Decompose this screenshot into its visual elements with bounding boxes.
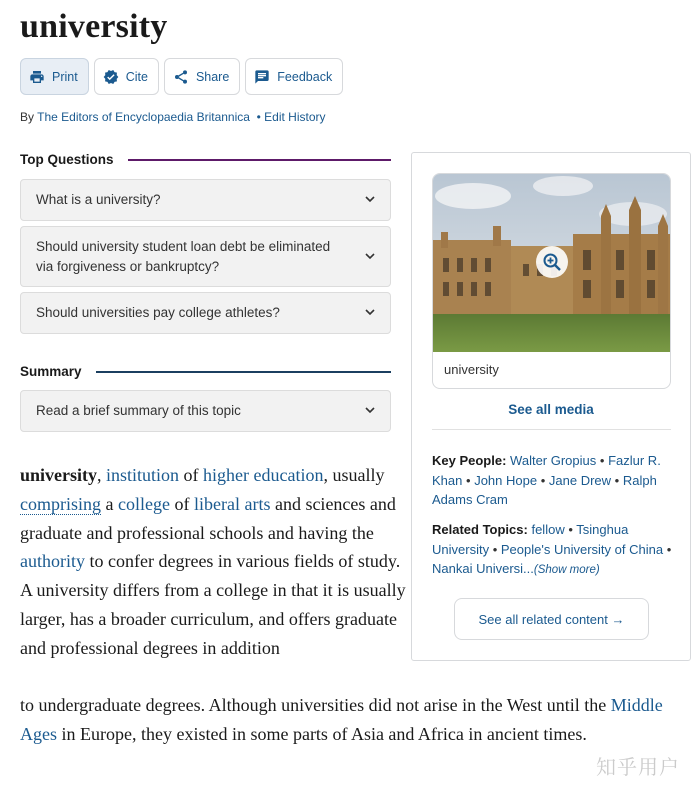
chevron-down-icon [364, 250, 376, 262]
key-people: Key People: Walter Gropius • Fazlur R. Khan • John Hope • Jane Drew • Ralph Adams Cram [432, 453, 661, 507]
related-topic-link[interactable]: Tsinghua University [432, 522, 629, 557]
media-card[interactable] [432, 173, 671, 389]
question-text: Should universities pay college athletes? [36, 305, 280, 320]
see-all-media-link[interactable]: See all media [508, 402, 594, 417]
link-higher-education[interactable]: higher education [203, 465, 324, 485]
article-text: of [183, 465, 199, 485]
chevron-down-icon [364, 193, 376, 205]
article-text: usually [332, 465, 385, 485]
question-item[interactable] [20, 226, 391, 287]
article-text: in Europe, they existed in some parts of Asia and Africa in ancient times. [61, 724, 587, 745]
summary-heading [20, 364, 391, 379]
cite-button[interactable] [94, 58, 159, 95]
related-topics: Related Topics: fellow • Tsinghua University • People's University of China • Nankai Universi...(Show more) [432, 522, 672, 576]
summary-item[interactable] [20, 390, 391, 432]
punctuation: , [97, 465, 102, 485]
article-toolbar [20, 58, 343, 95]
see-related-content-button[interactable]: See all related content → [454, 598, 649, 640]
link-comprising[interactable]: comprising [20, 493, 101, 514]
feedback-label: Feedback [277, 69, 333, 84]
article-continued [20, 691, 690, 749]
divider [432, 429, 671, 430]
link-liberal-arts[interactable]: liberal arts [193, 493, 271, 514]
article-text: to undergraduate degrees. Although universities did not arise in the West until the [20, 695, 607, 715]
byline-separator: • [256, 110, 261, 124]
share-button[interactable] [164, 58, 240, 95]
key-people-label: Key People: [432, 453, 507, 468]
article-text: to confer degrees in various fields of study. A university differs from a college in that it is usually larger, has a broader curriculum, and offers graduate and professional degrees in addition [20, 551, 406, 658]
article-text: of [174, 493, 190, 514]
show-more-link[interactable]: (Show more) [533, 564, 600, 576]
key-person-link[interactable]: Jane Drew [548, 472, 612, 488]
related-topics-label: Related Topics: [432, 522, 528, 537]
article-term: university [20, 465, 98, 485]
article-text: and sciences and graduate and professional schools and having the [20, 493, 396, 543]
share-icon [173, 69, 189, 85]
question-text: What is a university? [36, 192, 161, 207]
byline [20, 110, 326, 124]
related-topic-link[interactable]: Nankai Universi... [432, 561, 534, 576]
summary-rule [96, 371, 391, 373]
byline-prefix: By [20, 110, 35, 124]
zoom-in-button[interactable] [536, 246, 568, 278]
edit-history-link[interactable]: Edit History [264, 110, 326, 124]
print-button[interactable] [20, 58, 89, 95]
print-icon [29, 69, 45, 85]
link-institution[interactable]: institution [106, 465, 180, 485]
author-link[interactable]: The Editors of Encyclopaedia Britannica [37, 110, 250, 124]
cite-badge-icon [103, 69, 119, 85]
question-item[interactable] [20, 292, 391, 334]
related-topic-link[interactable]: fellow [531, 522, 565, 537]
link-middle-ages[interactable]: Middle Ages [20, 695, 663, 745]
key-person-link[interactable]: Walter Gropius [510, 453, 597, 468]
punctuation: , [323, 465, 328, 485]
cite-label: Cite [125, 69, 148, 84]
page-title: university [20, 8, 168, 45]
link-college[interactable]: college [118, 493, 170, 514]
top-questions-heading [20, 152, 391, 167]
top-questions-label: Top Questions [20, 152, 114, 167]
key-person-link[interactable]: John Hope [474, 472, 538, 488]
feedback-icon [254, 69, 270, 85]
chevron-down-icon [364, 404, 376, 416]
article-text: a [105, 493, 114, 514]
media-caption: university [444, 362, 499, 377]
question-text: Should university student loan debt be eliminated via forgiveness or bankruptcy? [36, 238, 331, 274]
question-item[interactable] [20, 179, 391, 221]
article-intro [20, 461, 410, 663]
top-questions-rule [128, 159, 392, 161]
watermark: 知乎用户 [596, 755, 680, 779]
key-person-link[interactable]: Fazlur R. Khan [432, 453, 661, 488]
link-authority[interactable]: authority [20, 551, 85, 572]
zoom-in-icon [542, 252, 562, 272]
related-topic-link[interactable]: People's University of China [500, 541, 664, 557]
feedback-button[interactable] [245, 58, 343, 95]
summary-text: Read a brief summary of this topic [36, 403, 241, 418]
summary-label: Summary [20, 364, 82, 379]
share-label: Share [195, 69, 230, 84]
topic-sidebar [411, 152, 691, 661]
print-label: Print [52, 69, 78, 84]
key-person-link[interactable]: Ralph Adams Cram [432, 472, 657, 507]
chevron-down-icon [364, 306, 376, 318]
